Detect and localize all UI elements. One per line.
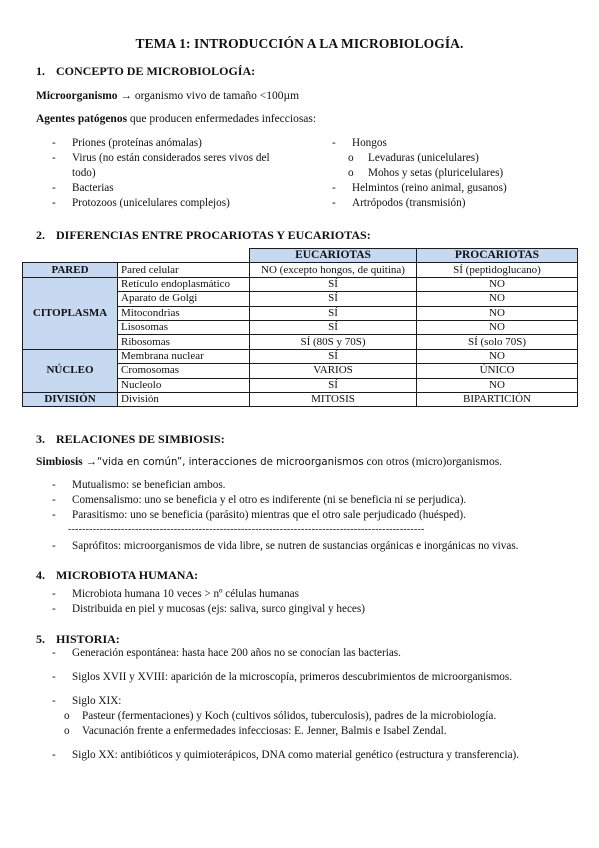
circle-bullet: o xyxy=(64,725,70,737)
definition-text: organismo vivo de tamaño <100µm xyxy=(131,90,300,102)
dash-bullet: - xyxy=(52,749,56,761)
dash-bullet: - xyxy=(52,647,56,659)
list-item-text: Siglos XVII y XVIII: aparición de la microscopía, primeros descubrimientos de microorganismos. xyxy=(72,671,513,683)
dash-bullet: - xyxy=(52,197,56,209)
list-item xyxy=(52,136,302,151)
section-title: CONCEPTO DE MICROBIOLOGÍA: xyxy=(56,64,256,78)
feature-cell: Cromosomas xyxy=(118,364,250,378)
definition-text: con otros (micro)organismos. xyxy=(363,456,503,468)
pathogen-list-right xyxy=(332,136,572,211)
dash-bullet: - xyxy=(52,509,56,521)
list-item-text: Virus (no están considerados seres vivos del xyxy=(72,152,270,164)
list-item-text: Levaduras (unicelulares) xyxy=(368,152,479,164)
dash-bullet: - xyxy=(52,588,56,600)
list-item xyxy=(52,694,587,709)
list-item-text: Mutualismo: se benefician ambos. xyxy=(72,479,226,491)
feature-cell: Retículo endoplasmático xyxy=(118,277,250,291)
circle-bullet: o xyxy=(348,152,354,164)
historia-list xyxy=(52,646,587,763)
feature-cell: División xyxy=(118,392,250,406)
list-item-text: Artrópodos (transmisión) xyxy=(352,197,466,209)
dash-bullet: - xyxy=(332,182,336,194)
spacer xyxy=(52,685,587,694)
list-item-continuation xyxy=(52,166,302,181)
dashed-separator: ----------------------------------------------------------------------------------------------------- xyxy=(68,524,425,535)
comparison-table xyxy=(22,248,578,407)
procariotas-cell: NO xyxy=(417,320,578,334)
list-item xyxy=(52,196,302,211)
feature-cell: Mitocondrias xyxy=(118,306,250,320)
eucariotas-cell: SÍ xyxy=(250,378,417,392)
sub-list-item xyxy=(52,709,587,724)
sub-list-item xyxy=(52,724,587,739)
procariotas-cell: SÍ (peptidoglucano) xyxy=(417,263,578,277)
group-label-division: DIVISIÓN xyxy=(23,392,118,406)
list-item-text: todo) xyxy=(72,167,96,179)
eucariotas-cell: SÍ xyxy=(250,320,417,334)
section-title: MICROBIOTA HUMANA: xyxy=(56,568,199,582)
list-item xyxy=(52,478,582,493)
dash-bullet: - xyxy=(52,603,56,615)
list-item-text: Helmintos (reino animal, gusanos) xyxy=(352,182,507,194)
feature-cell: Nucleolo xyxy=(118,378,250,392)
term: Simbiosis xyxy=(36,456,83,468)
list-item-text: Saprófitos: microorganismos de vida libre, se nutren de sustancias orgánicas e inorgánicas no vivas. xyxy=(72,540,519,552)
dash-bullet: - xyxy=(52,695,56,707)
procariotas-cell: NO xyxy=(417,306,578,320)
eucariotas-cell: SÍ xyxy=(250,349,417,363)
dash-bullet: - xyxy=(52,182,56,194)
empty-cell xyxy=(23,249,118,263)
column-header-procariotas: PROCARIOTAS xyxy=(417,249,578,263)
list-item-text: Protozoos (unicelulares complejos) xyxy=(72,197,230,209)
list-item-text: Pasteur (fermentaciones) y Koch (cultivos sólidos, tuberculosis), padres de la microbiología. xyxy=(82,710,497,722)
arrow-icon: → xyxy=(85,456,98,468)
list-item-text: Siglo XIX: xyxy=(72,695,122,707)
feature-cell: Membrana nuclear xyxy=(118,349,250,363)
document-title: TEMA 1: INTRODUCCIÓN A LA MICROBIOLOGÍA. xyxy=(135,36,464,51)
section-1-heading xyxy=(36,64,255,79)
eucariotas-cell: MITOSIS xyxy=(250,392,417,406)
term: Agentes patógenos xyxy=(36,113,128,125)
eucariotas-cell: SÍ (80S y 70S) xyxy=(250,335,417,349)
list-item-text: Comensalismo: uno se beneficia y el otro es indiferente (ni se beneficia ni se perjudica). xyxy=(72,494,467,506)
dash-bullet: - xyxy=(52,137,56,149)
procariotas-cell: ÚNICO xyxy=(417,364,578,378)
list-item-text: Distribuida en piel y mucosas (ejs: saliva, surco gingival y heces) xyxy=(72,603,365,615)
term: Microorganismo xyxy=(36,90,118,102)
section-title: HISTORIA: xyxy=(56,632,120,646)
feature-cell: Pared celular xyxy=(118,263,250,277)
list-item-text: Mohos y setas (pluricelulares) xyxy=(368,167,504,179)
list-item-text: Microbiota humana 10 veces > nº células humanas xyxy=(72,588,299,600)
section-number: 2. xyxy=(36,228,45,242)
circle-bullet: o xyxy=(64,710,70,722)
symbiosis-list xyxy=(52,478,582,523)
group-label-citoplasma: CITOPLASMA xyxy=(23,277,118,349)
list-item xyxy=(52,539,587,554)
list-item xyxy=(52,587,572,602)
table-row xyxy=(23,349,578,363)
eucariotas-cell: SÍ xyxy=(250,277,417,291)
procariotas-cell: SÍ (solo 70S) xyxy=(417,335,578,349)
microorganismo-definition xyxy=(36,90,299,102)
spacer xyxy=(52,739,587,748)
sub-list-item xyxy=(332,166,572,181)
dash-bullet: - xyxy=(52,152,56,164)
section-title: DIFERENCIAS ENTRE PROCARIOTAS Y EUCARIOTAS: xyxy=(56,228,371,242)
list-item xyxy=(52,493,582,508)
section-number: 4. xyxy=(36,568,45,582)
list-item xyxy=(52,508,582,523)
section-title: RELACIONES DE SIMBIOSIS: xyxy=(56,432,225,446)
list-item xyxy=(332,196,572,211)
section-3-heading xyxy=(36,432,225,447)
dash-bullet: - xyxy=(332,197,336,209)
list-item xyxy=(52,670,587,685)
definition-text: que producen enfermedades infecciosas: xyxy=(127,113,317,125)
procariotas-cell: NO xyxy=(417,292,578,306)
eucariotas-cell: NO (excepto hongos, de quitina) xyxy=(250,263,417,277)
list-item-text: Siglo XX: antibióticos y quimioterápicos, DNA como material genético (estructura y transferencia). xyxy=(72,749,520,761)
agentes-definition xyxy=(36,113,316,125)
list-item xyxy=(52,181,302,196)
eucariotas-cell: VARIOS xyxy=(250,364,417,378)
dash-bullet: - xyxy=(52,494,56,506)
list-item xyxy=(52,602,572,617)
circle-bullet: o xyxy=(348,167,354,179)
list-item-text: Hongos xyxy=(352,137,387,149)
microbiota-list xyxy=(52,587,572,617)
table-header-row xyxy=(23,249,578,263)
list-item-text: Vacunación frente a enfermedades infecciosas: E. Jenner, Balmis e Isabel Zendal. xyxy=(82,725,447,737)
list-item xyxy=(332,181,572,196)
group-label-pared: PARED xyxy=(23,263,118,277)
column-header-eucariotas: EUCARIOTAS xyxy=(250,249,417,263)
dash-bullet: - xyxy=(52,479,56,491)
procariotas-cell: NO xyxy=(417,378,578,392)
dash-bullet: - xyxy=(52,540,56,552)
procariotas-cell: NO xyxy=(417,349,578,363)
sub-list-item xyxy=(332,151,572,166)
pathogen-list-left xyxy=(52,136,302,211)
list-item-text: Priones (proteínas anómalas) xyxy=(72,137,202,149)
simbiosis-definition xyxy=(36,456,502,468)
list-item-text: Parasitismo: uno se beneficia (parásito) mientras que el otro sale perjudicado (huésped). xyxy=(72,509,466,521)
feature-cell: Ribosomas xyxy=(118,335,250,349)
list-item-text: Generación espontánea: hasta hace 200 años no se conocían las bacterias. xyxy=(72,647,401,659)
section-4-heading xyxy=(36,568,198,583)
procariotas-cell: NO xyxy=(417,277,578,291)
list-item xyxy=(52,748,587,763)
feature-cell: Lisosomas xyxy=(118,320,250,334)
dash-bullet: - xyxy=(332,137,336,149)
definition-text: “vida en común”, interacciones de microorganismos xyxy=(97,457,364,468)
eucariotas-cell: SÍ xyxy=(250,292,417,306)
spacer xyxy=(52,661,587,670)
feature-cell: Aparato de Golgi xyxy=(118,292,250,306)
section-number: 3. xyxy=(36,432,45,446)
saprofitos-list xyxy=(52,539,587,554)
list-item-text: Bacterias xyxy=(72,182,114,194)
table-row xyxy=(23,277,578,291)
section-5-heading xyxy=(36,632,120,647)
eucariotas-cell: SÍ xyxy=(250,306,417,320)
arrow-icon: → xyxy=(120,90,132,102)
dash-bullet: - xyxy=(52,671,56,683)
list-item xyxy=(332,136,572,151)
list-item xyxy=(52,646,587,661)
section-2-heading xyxy=(36,228,371,243)
list-item xyxy=(52,151,302,166)
empty-cell xyxy=(118,249,250,263)
table-row xyxy=(23,263,578,277)
section-number: 1. xyxy=(36,64,45,78)
section-number: 5. xyxy=(36,632,45,646)
table-row xyxy=(23,392,578,406)
procariotas-cell: BIPARTICIÓN xyxy=(417,392,578,406)
group-label-nucleo: NÚCLEO xyxy=(23,349,118,392)
